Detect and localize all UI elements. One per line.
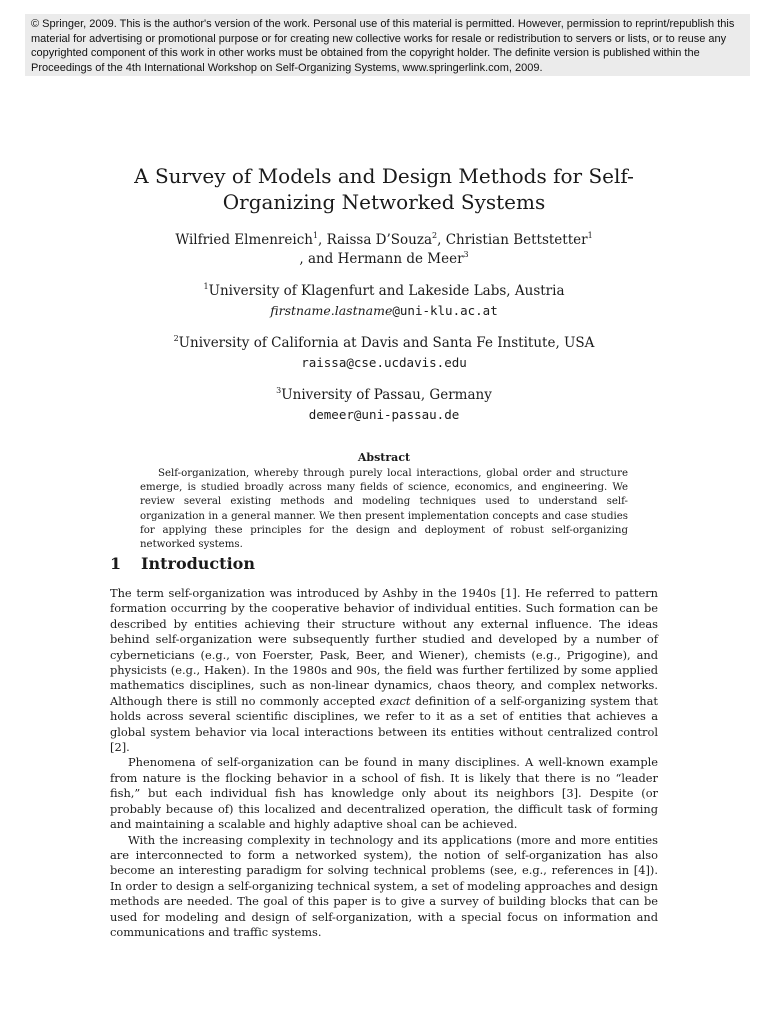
affiliation-name: University of California at Davis and Santa Fe Institute, USA bbox=[178, 335, 595, 351]
affiliation-mark: 2 bbox=[173, 333, 179, 343]
author-affil-mark: 1 bbox=[587, 230, 593, 240]
paragraph-2: Phenomena of self-organization can be found in many disciplines. A well-known example from nature is the flocking behavior in a school of fish. It is likely that there is no “leader fish,” but each individual fish has knowledge only about its neighbors [3]. Despite (or probably because of) this localized and decentralized operation, the difficult task of forming and maintaining a scalable and highly adaptive shoal can be achieved. bbox=[110, 755, 658, 832]
emphasis-text: exact bbox=[379, 693, 411, 708]
copyright-notice bbox=[25, 14, 750, 76]
affiliation-email[interactable] bbox=[270, 303, 497, 318]
affiliation-email[interactable]: raissa@cse.ucdavis.edu bbox=[301, 355, 467, 370]
paper-title: A Survey of Models and Design Methods for Self-Organizing Networked Systems bbox=[134, 164, 634, 214]
affiliation-1 bbox=[90, 282, 678, 321]
paragraph-3: With the increasing complexity in technology and its applications (more and more entities are interconnected to form a networked system), the notion of self-organization has also become an interesting paradigm for solving technical problems (see, e.g., references in [4]). In order to design a self-organizing technical system, a set of modeling approaches and design methods are needed. The goal of this paper is to give a survey of building blocks that can be used for modeling and design of self-organization, with a special focus on information and communications and traffic systems. bbox=[110, 832, 658, 939]
copyright-notice-text: © Springer, 2009. This is the author's version of the work. Personal use of this material is permitted. However, permission to reprint/republish this material for advertising or promotional purpose or for creating new collective works for resale or redistribution to servers or lists, or to reuse any copyrighted component of this work in other works must be obtained from the copyright holder. The definite version is published within the Proceedings of the 4th International Workshop on Self-Organizing Systems, www.springerlink.com, 2009. bbox=[31, 18, 735, 74]
author-name: Wilfried Elmenreich bbox=[175, 232, 313, 248]
author-name: , Raissa D’Souza bbox=[318, 232, 433, 248]
paragraph-text: The term self-organization was introduced by Ashby in the 1940s [1]. He referred to pattern formation occurring by the cooperative behavior of individual entities. Such formation can be described by entities achieving their structure without any external influence. The ideas behind self-organization were subsequently further studied and developed by a number of cyberneticians (e.g., von Foerster, Pask, Beer, and Wiener), chemists (e.g., Prigogine), and physicists (e.g., Haken). In the 1980s and 90s, the field was further fertilized by some applied mathematics disciplines, such as non-linear dynamics, chaos theory, and complex networks. Although there is still no commonly accepted bbox=[110, 586, 658, 708]
abstract-text: Self-organization, whereby through purely local interactions, global order and structure emerge, is studied broadly across many fields of science, economics, and engineering. We review several existing methods and modeling techniques used to understand self-organization in a general manner. We then present implementation concepts and case studies for applying these principles for the design and deployment of robust self-organizing networked systems. bbox=[140, 468, 628, 551]
affiliation-mark: 3 bbox=[276, 385, 282, 395]
author-name: , Christian Bettstetter bbox=[437, 232, 588, 248]
section-body bbox=[110, 586, 658, 940]
paragraph-text: definition of a self-organizing system that holds across several scientific disciplines, we refer to it as a set of entities that achieves a global system behavior via local interactions between its entities without centralized control [2]. bbox=[110, 693, 658, 755]
affiliation-name: University of Klagenfurt and Lakeside Labs, Austria bbox=[208, 283, 565, 299]
author-name: , and Hermann de Meer bbox=[299, 251, 464, 267]
email-domain: @uni-klu.ac.at bbox=[392, 303, 498, 318]
affiliation-name: University of Passau, Germany bbox=[281, 387, 492, 403]
email-placeholder: firstname.lastname bbox=[270, 303, 393, 318]
affiliation-2 bbox=[90, 334, 678, 373]
affiliation-email[interactable]: demeer@uni-passau.de bbox=[308, 407, 460, 422]
affiliation-3 bbox=[90, 386, 678, 425]
author-affil-mark: 2 bbox=[432, 230, 438, 240]
section-title: Introduction bbox=[141, 554, 255, 573]
author-affil-mark: 3 bbox=[463, 249, 469, 259]
section-heading bbox=[110, 554, 255, 573]
abstract-heading: Abstract bbox=[357, 451, 411, 464]
paragraph-1 bbox=[110, 586, 658, 755]
author-list bbox=[110, 231, 658, 269]
author-affil-mark: 1 bbox=[312, 230, 319, 240]
affiliation-mark: 1 bbox=[203, 281, 209, 291]
section-number: 1 bbox=[110, 554, 122, 573]
